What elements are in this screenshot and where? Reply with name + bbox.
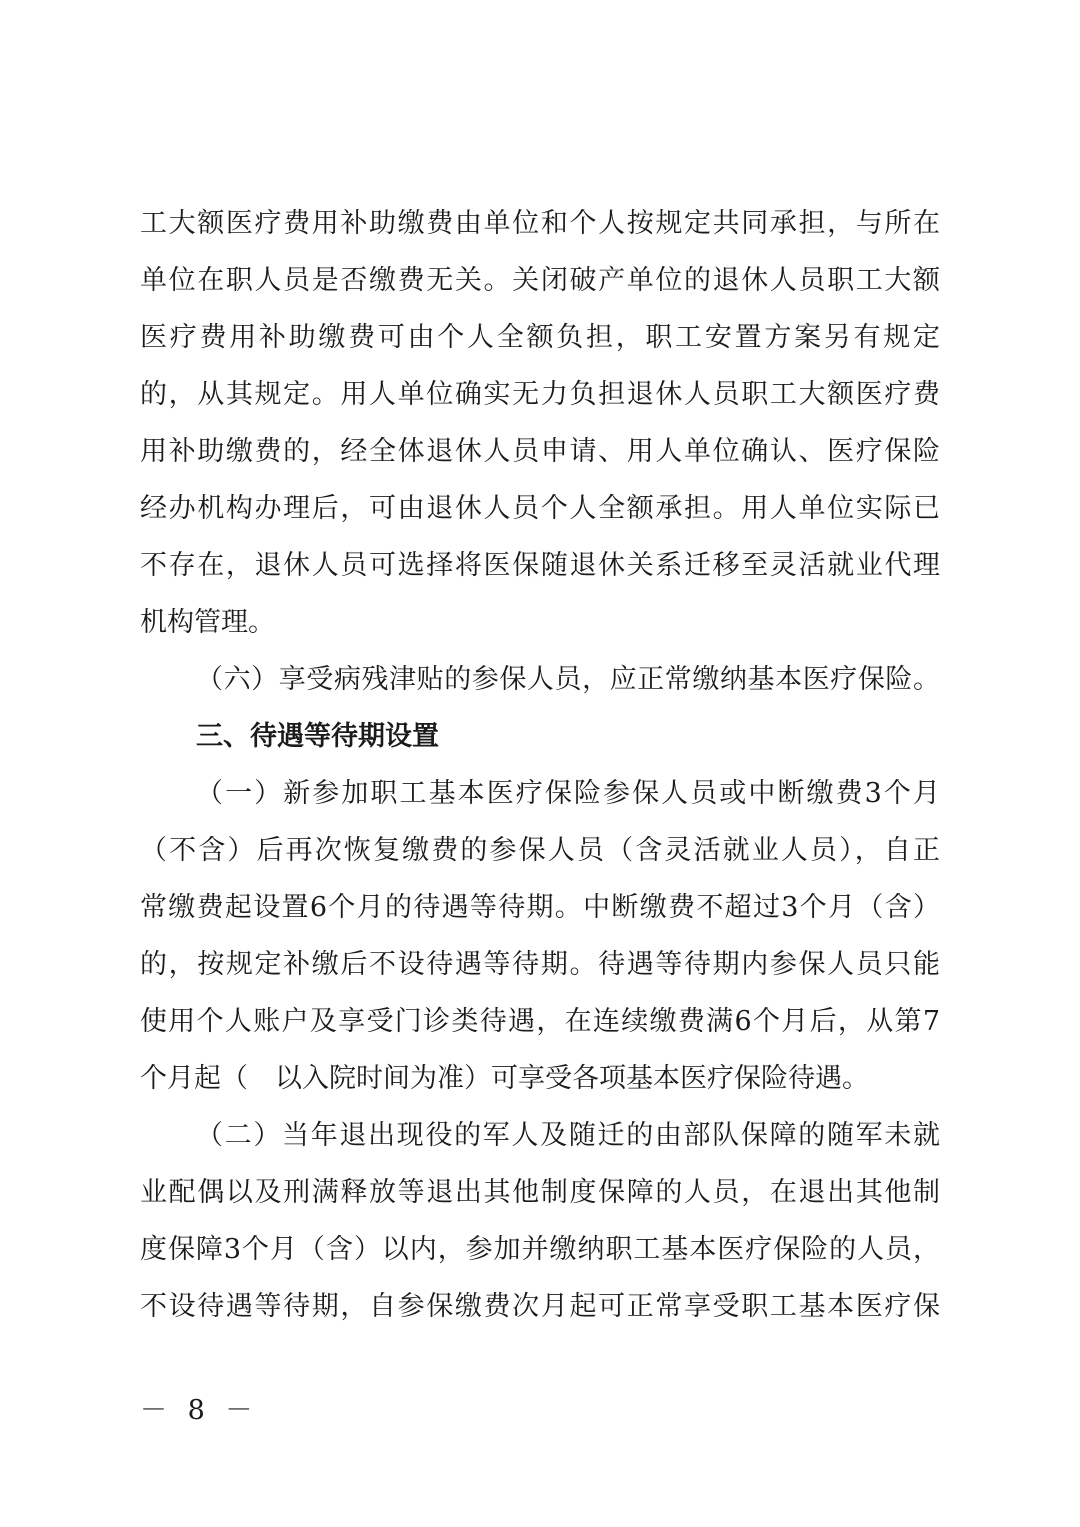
body-text-line: 使用个人账户及享受门诊类待遇，在连续缴费满6个月后，从第7 bbox=[140, 1006, 940, 1037]
body-text-line: 机构管理。 bbox=[140, 607, 275, 638]
body-text-line: 业配偶以及刑满释放等退出其他制度保障的人员，在退出其他制 bbox=[140, 1177, 940, 1208]
section-heading-three: 三、待遇等待期设置 bbox=[196, 721, 439, 752]
body-text-line: 常缴费起设置6个月的待遇等待期。中断缴费不超过3个月（含） bbox=[140, 892, 940, 923]
paragraph-item-one: （一）新参加职工基本医疗保险参保人员或中断缴费3个月 bbox=[196, 778, 940, 809]
body-text-line: 的，按规定补缴后不设待遇等待期。待遇等待期内参保人员只能 bbox=[140, 949, 940, 980]
body-text-line: 不设待遇等待期，自参保缴费次月起可正常享受职工基本医疗保 bbox=[140, 1291, 940, 1322]
body-text-line: 经办机构办理后，可由退休人员个人全额承担。用人单位实际已 bbox=[140, 493, 940, 524]
body-text-line: 医疗费用补助缴费可由个人全额负担，职工安置方案另有规定 bbox=[140, 322, 940, 353]
body-text-line: 度保障3个月（含）以内，参加并缴纳职工基本医疗保险的人员， bbox=[140, 1234, 940, 1265]
body-text-line: （不含）后再次恢复缴费的参保人员（含灵活就业人员），自正 bbox=[140, 835, 940, 866]
body-text-line: 工大额医疗费用补助缴费由单位和个人按规定共同承担，与所在 bbox=[140, 208, 940, 239]
body-text-line: 单位在职人员是否缴费无关。关闭破产单位的退休人员职工大额 bbox=[140, 265, 940, 296]
body-text-line: 个月起（ 以入院时间为准）可享受各项基本医疗保险待遇。 bbox=[140, 1063, 869, 1094]
body-text-line: 的，从其规定。用人单位确实无力负担退休人员职工大额医疗费 bbox=[140, 379, 940, 410]
body-text-line: 不存在，退休人员可选择将医保随退休关系迁移至灵活就业代理 bbox=[140, 550, 940, 581]
page-number: － 8 － bbox=[140, 1395, 259, 1426]
body-text-line: 用补助缴费的，经全体退休人员申请、用人单位确认、医疗保险 bbox=[140, 436, 940, 467]
paragraph-item-six: （六）享受病残津贴的参保人员，应正常缴纳基本医疗保险。 bbox=[196, 664, 940, 695]
paragraph-item-two: （二）当年退出现役的军人及随迁的由部队保障的随军未就 bbox=[196, 1120, 940, 1151]
